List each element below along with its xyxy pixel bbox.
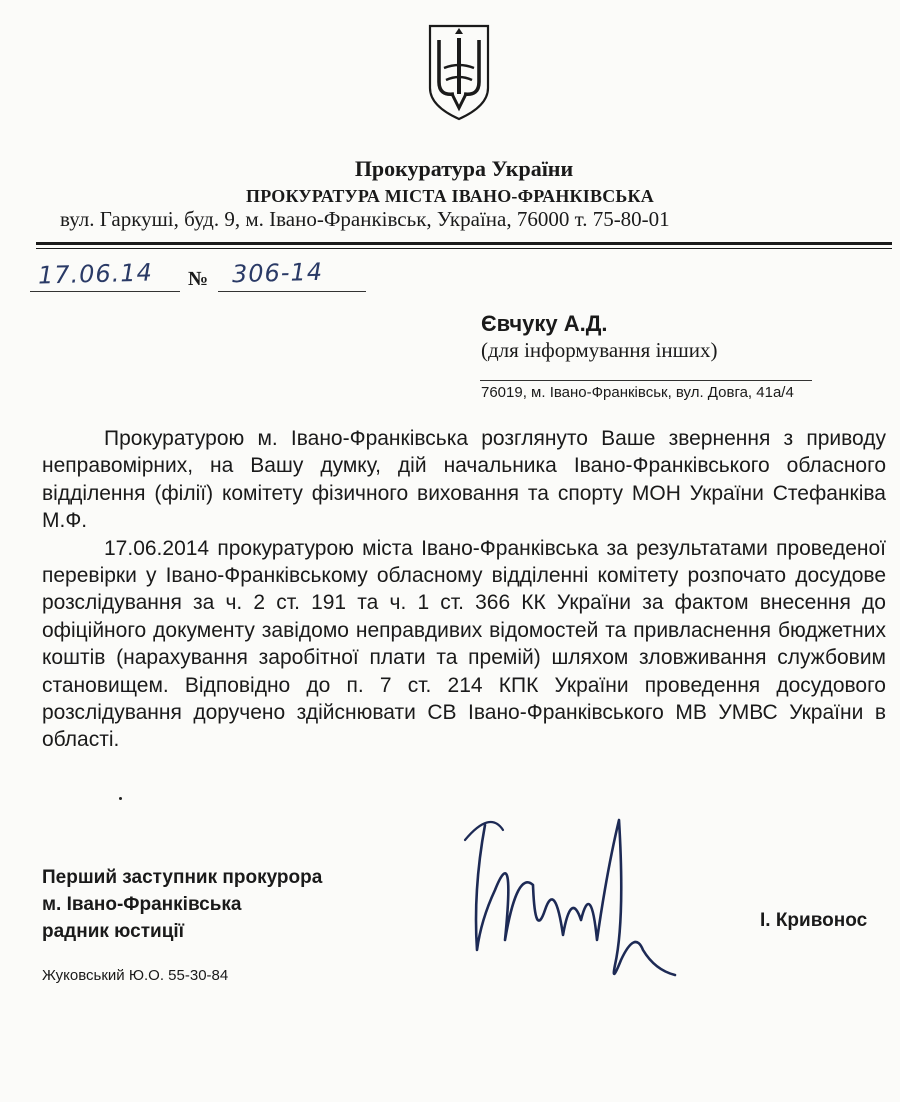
signatory-position-line-3: радник юстиції — [42, 921, 185, 942]
organization-name: Прокуратура України — [354, 156, 574, 181]
recipient-address: 76019, м. Івано-Франківськ, вул. Довга, 41а/4 — [481, 384, 794, 401]
office-address: вул. Гаркуші, буд. 9, м. Івано-Франківськ, Україна, 76000 т. 75-80-01 — [60, 207, 670, 231]
letter-body — [42, 425, 886, 754]
header-divider — [36, 242, 892, 245]
recipient-name: Євчуку А.Д. — [481, 311, 608, 336]
executor-contact: Жуковський Ю.О. 55-30-84 — [42, 967, 229, 984]
date-underline — [30, 291, 180, 292]
signatory-position-line-2: м. Івано-Франківська — [42, 894, 242, 915]
header-divider-thin — [36, 248, 892, 249]
handwritten-date: 17.06.14 — [37, 258, 154, 290]
handwritten-reference-number: 306-14 — [231, 257, 324, 289]
handwritten-signature — [445, 800, 705, 990]
signatory-name: І. Кривонос — [760, 910, 868, 931]
body-paragraph-2: 17.06.2014 прокуратурою міста Івано-Франківська за результатами проведеної перевірки у Івано-Франківському обласному відділенні комітету розпочато досудове розслідування за ч. 2 ст. 191 та ч. 1 ст. 366 КК України за фактом внесення до офіційного документу завідомо неправдивих відомостей та привласнення бюджетних коштів (нарахування заробітної плати та премій) шляхом зловживання службовим становищем. Відповідно до п. 7 ст. 214 КПК України проведення досудового розслідування доручено здійснювати СВ Івано-Франківського МВ УМВС України в області. — [42, 536, 886, 752]
signatory-position-line-1: Перший заступник прокурора — [42, 867, 323, 888]
signatory-position — [42, 864, 322, 945]
trident-emblem-icon — [426, 22, 492, 122]
recipient-address-rule — [480, 380, 812, 381]
recipient-note: (для інформування інших) — [481, 338, 718, 362]
office-name: ПРОКУРАТУРА МІСТА ІВАНО-ФРАНКІВСЬКА — [246, 186, 654, 206]
reference-number-label: № — [188, 268, 209, 290]
body-paragraph-1: Прокуратурою м. Івано-Франківська розглянуто Ваше звернення з приводу неправомірних, на Вашу думку, дій начальника Івано-Франківського обласного відділення (філії) комітету фізичного виховання та спорту МОН України Стефанківа М.Ф. — [42, 427, 886, 533]
stray-mark — [119, 797, 122, 800]
number-underline — [218, 291, 366, 292]
